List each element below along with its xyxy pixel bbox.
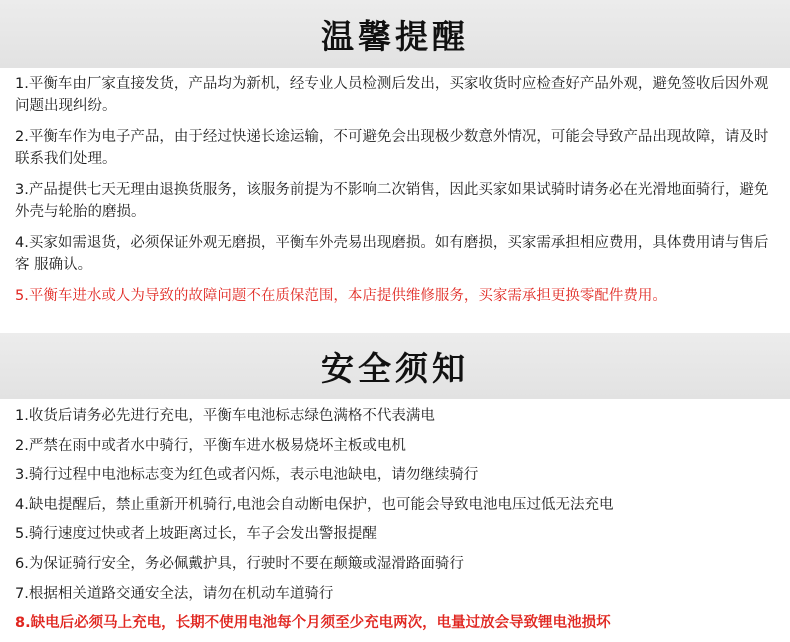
reminder-banner [0, 0, 790, 68]
safety-item-3: 3.骑行过程中电池标志变为红色或者闪烁，表示电池缺电，请勿继续骑行 [15, 467, 479, 484]
safety-item-1: 1.收货后请务必先进行充电，平衡车电池标志绿色满格不代表满电 [15, 408, 435, 424]
reminder-item-2: 2.平衡车作为电子产品，由于经过快递长途运输，不可避免会出现极少数意外情况，可能会导致产品出现故障，请及时联系我们处理。 [15, 129, 769, 167]
safety-item-2: 2.严禁在雨中或者水中骑行，平衡车进水极易烧坏主板或电机 [15, 437, 406, 454]
reminder-item-4: 4.买家如需退货，必须保证外观无磨损，平衡车外壳易出现磨损。如有磨损，买家需承担相应费用，具体费用请与售后客 服确认。 [15, 235, 769, 273]
reminder-title: 温馨提醒 [321, 16, 469, 56]
reminder-item-5-warning: 5.平衡车进水或人为导致的故障问题不在质保范围，本店提供维修服务，买家需承担更换零配件费用。 [15, 288, 667, 304]
reminder-list [15, 73, 776, 316]
safety-item-4: 4.缺电提醒后，禁止重新开机骑行,电池会自动断电保护，也可能会导致电池电压过低无法充电 [15, 496, 614, 513]
safety-list [15, 405, 776, 642]
safety-item-5: 5.骑行速度过快或者上坡距离过长，车子会发出警报提醒 [15, 526, 377, 543]
safety-banner [0, 333, 790, 399]
safety-item-7: 7.根据相关道路交通安全法，请勿在机动车道骑行 [15, 585, 334, 602]
reminder-item-1: 1.平衡车由厂家直接发货，产品均为新机，经专业人员检测后发出，买家收货时应检查好产品外观，避免签收后因外观问题出现纠纷。 [15, 76, 769, 114]
safety-item-8-warning: 8.缺电后必须马上充电，长期不使用电池每个月须至少充电两次，电量过放会导致锂电池损坏 [15, 615, 611, 632]
reminder-item-3: 3.产品提供七天无理由退换货服务，该服务前提为不影响二次销售，因此买家如果试骑时请务必在光滑地面骑行，避免外壳与轮胎的磨损。 [15, 182, 769, 220]
safety-item-6: 6.为保证骑行安全，务必佩戴护具，行驶时不要在颠簸或湿滑路面骑行 [15, 555, 464, 572]
safety-title: 安全须知 [321, 348, 469, 388]
